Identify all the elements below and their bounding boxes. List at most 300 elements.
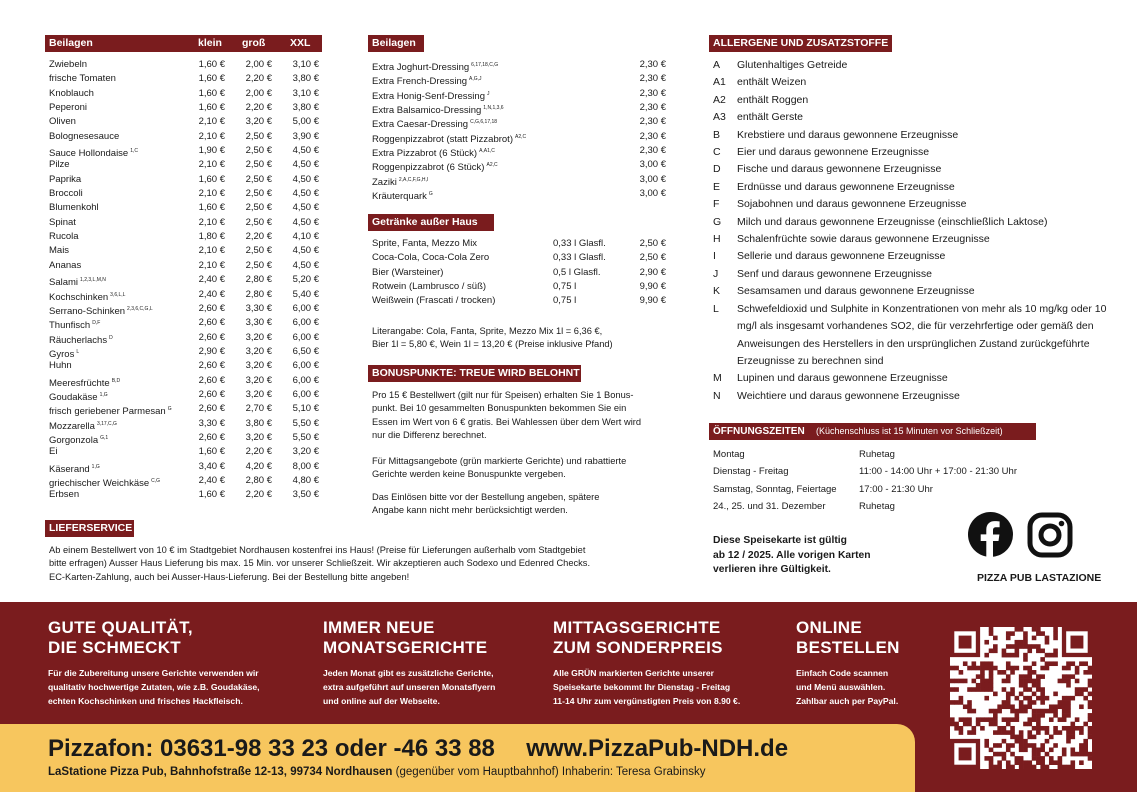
item-name: frische Tomaten (49, 73, 116, 85)
list-item (372, 280, 668, 294)
lieferservice-line: EC-Karten-Zahlung, auch bei Ausser-Haus-Lieferung. Bei der Bestellung bitte angeben! (49, 571, 410, 582)
beilagen-header (45, 35, 322, 52)
allergen-item (713, 283, 1123, 300)
price-gross: 2,00 € (245, 87, 272, 99)
hours-day: Dienstag - Freitag (713, 466, 789, 478)
allergen-codes: 3,6,L,L (110, 291, 126, 298)
allergen-code: A2 (713, 93, 726, 106)
allergen-text: Eier und daraus gewonnene Erzeugnisse (737, 146, 930, 159)
item-name: Räucherlachs $^D$ (49, 334, 113, 346)
list-item (49, 474, 321, 488)
bonus-line: nur die Differenz berechnet. (372, 430, 487, 441)
price-xxl: 4,50 € (292, 259, 319, 271)
drink-name: Sprite, Fanta, Mezzo Mix (372, 238, 478, 249)
price-klein: 2,10 € (198, 159, 225, 171)
allergen-codes: C,G,6,17,18 (470, 119, 498, 126)
allergen-code: M (713, 372, 722, 385)
list-item (372, 115, 668, 129)
drinks-header (368, 214, 494, 231)
item-name: Salami $^{1,2,3,L,M,N}$ (49, 277, 106, 289)
price: 2,30 € (639, 145, 666, 157)
beilagen-title: Beilagen (49, 37, 93, 49)
allergen-text: Schalenfrüchte sowie daraus gewonnene Erzeugnisse (737, 233, 990, 246)
allergen-codes: D (109, 334, 113, 341)
price-xxl: 5,10 € (292, 403, 319, 415)
price-xxl: 6,50 € (292, 345, 319, 357)
list-item (49, 331, 321, 345)
list-item (49, 431, 321, 445)
phone-number[interactable]: Pizzafon: 03631-98 33 23 oder -46 33 88 (48, 735, 495, 762)
price-gross: 2,50 € (245, 145, 272, 157)
price-gross: 2,50 € (245, 130, 272, 142)
hours-time: 17:00 - 21:30 Uhr (859, 483, 933, 495)
price-klein: 1,60 € (198, 102, 225, 114)
hours-row (713, 481, 1053, 498)
allergen-text: Senf und daraus gewonnene Erzeugnisse (737, 267, 932, 280)
price-xxl: 6,00 € (292, 317, 319, 329)
price-gross: 2,20 € (245, 489, 272, 501)
item-name: Gorgonzola $^{G,1}$ (49, 434, 109, 446)
item-name: Mozzarella $^{3,17,C,G}$ (49, 420, 117, 432)
price-klein: 1,60 € (198, 59, 225, 70)
price-gross: 3,20 € (245, 116, 272, 128)
item-name: Extra Balsamico-Dressing $^{1,N,1,3,6}$ (372, 105, 504, 117)
beilagen2-table (372, 58, 668, 201)
price: 9,90 € (639, 281, 666, 293)
price-xxl: 4,50 € (292, 173, 319, 185)
price-gross: 2,50 € (245, 259, 272, 271)
price-gross: 2,80 € (245, 274, 272, 286)
price-xxl: 4,50 € (292, 159, 319, 171)
list-item (372, 72, 668, 86)
price: 3,00 € (639, 173, 666, 185)
allergen-text: Erdnüsse und daraus gewonnene Erzeugnisse (737, 180, 955, 193)
list-item (49, 316, 321, 330)
feature-title-line: IMMER NEUE (323, 618, 435, 637)
feature-text-line: Für die Zubereitung unsere Gerichte verwenden wir (48, 668, 259, 678)
item-name: Extra Honig-Senf-Dressing $^J$ (372, 90, 490, 102)
price-gross: 4,20 € (245, 460, 272, 472)
price-klein: 2,10 € (198, 259, 225, 271)
allergens-list (713, 57, 1123, 405)
list-item (372, 144, 668, 158)
feature-title-line: DIE SCHMECKT (48, 638, 181, 657)
list-item (49, 87, 321, 101)
drink-name: Bier (Warsteiner) (372, 266, 444, 278)
item-name: Zaziki $^{2,A,C,F,G,H,I}$ (372, 176, 429, 188)
feature-text-line: Einfach Code scannen (796, 668, 889, 678)
list-item (49, 173, 321, 187)
lieferservice-header (45, 520, 134, 537)
item-name: Bolognesesauce (49, 130, 120, 142)
item-name: Oliven (49, 116, 76, 128)
allergen-code: L (713, 302, 719, 315)
col-klein: klein (198, 37, 222, 49)
price-gross: 2,50 € (245, 245, 272, 257)
allergen-item (713, 127, 1123, 144)
list-item (49, 72, 321, 86)
allergen-code: B (713, 128, 721, 141)
drink-size: 0,75 l (553, 281, 577, 293)
price-klein: 2,60 € (198, 302, 225, 314)
feature-text (796, 666, 936, 708)
allergen-item (713, 214, 1123, 231)
lieferservice-line: bitte erfragen) Ausser Haus Lieferung bis max. 15 Min. vor unserer Schließzeit. Wir akzeptieren auch Sodexo und Edenred Checks. (49, 558, 591, 569)
feature-text-line: qualitativ hochwertige Zutaten, wie z.B. Goudakäse, (48, 682, 260, 692)
allergen-item (713, 179, 1123, 196)
list-item (49, 158, 321, 172)
qr-code[interactable] (950, 627, 1092, 769)
bonus-line: Für Mittagsangebote (grün markierte Gerichte) und rabattierte (372, 456, 627, 466)
price-xxl: 5,00 € (292, 116, 319, 128)
address-line (48, 766, 706, 778)
bonus-header (368, 365, 581, 382)
feature-text-line: Jeden Monat gibt es zusätzliche Gerichte, (323, 668, 494, 678)
allergen-item (713, 92, 1123, 109)
allergen-code: J (713, 267, 719, 280)
price-klein: 1,90 € (198, 145, 225, 157)
validity-line: ab 12 / 2025. Alle vorigen Karten (713, 549, 871, 561)
bonus-title: BONUSPUNKTE: TREUE WIRD BELOHNT (372, 367, 580, 379)
allergen-codes: 6,17,18,C,G (471, 62, 499, 68)
facebook-icon[interactable] (968, 512, 1013, 557)
price: 9,90 € (639, 295, 666, 307)
beilagen-table (49, 58, 321, 503)
allergen-codes: A,A1,C (479, 148, 495, 155)
list-item (49, 388, 321, 402)
list-item (49, 460, 321, 474)
allergen-codes: L (76, 348, 80, 355)
feature-lunch (553, 618, 783, 708)
list-item (372, 101, 668, 115)
item-name: Roggenpizzabrot (statt Pizzabrot) $^{A2,C}$ (372, 133, 527, 145)
price-gross: 2,20 € (245, 231, 272, 243)
item-name: Huhn (49, 360, 72, 372)
validity-line: verlieren ihre Gültigkeit. (713, 564, 831, 575)
price: 2,50 € (639, 252, 666, 264)
allergen-text: Milch und daraus gewonnene Erzeugnisse (einschließlich Laktose) (737, 215, 1048, 228)
bonus-paragraph-2 (372, 455, 672, 482)
allergen-item (713, 231, 1123, 248)
feature-quality (48, 618, 303, 708)
feature-title-line: MITTAGSGERICHTE (553, 618, 721, 637)
price-klein: 2,10 € (198, 116, 225, 128)
validity-line: Diese Speisekarte ist gültig (713, 535, 847, 546)
liter-note (372, 325, 672, 352)
list-item (49, 201, 321, 215)
item-name: Erbsen (49, 489, 80, 501)
hours-row (713, 463, 1053, 480)
feature-text (323, 666, 538, 708)
list-item (372, 237, 668, 251)
allergen-codes: 2,3,6,C,G,L (127, 305, 153, 312)
price-gross: 2,50 € (245, 188, 272, 200)
price-gross: 2,50 € (245, 216, 272, 228)
price-gross: 2,80 € (245, 288, 272, 300)
feature-text-line: Alle GRÜN markierten Gerichte unserer (553, 668, 714, 678)
drink-size: 0,75 l (553, 295, 577, 307)
list-item (49, 58, 321, 72)
item-name: Extra Caesar-Dressing $^{C,G,6,17,18}$ (372, 119, 498, 131)
item-name: Roggenpizzabrot (6 Stück) $^{A2,C}$ (372, 162, 498, 174)
price-xxl: 3,80 € (292, 73, 319, 85)
price-klein: 1,60 € (198, 73, 225, 85)
address-main: LaStatione Pizza Pub, Bahnhofstraße 12-13, 99734 Nordhausen (48, 766, 393, 778)
allergen-codes: A,G,J (469, 76, 482, 83)
price-klein: 1,60 € (198, 446, 225, 458)
feature-title-line: GUTE QUALITÄT, (48, 618, 193, 637)
allergen-codes: 1,2,3,L,M,N (80, 277, 106, 284)
list-item (49, 402, 321, 416)
price-xxl: 3,50 € (292, 489, 319, 501)
price-gross: 3,20 € (245, 331, 272, 343)
item-name: Sauce Hollondaise $^{1,C}$ (49, 148, 139, 160)
hours-time: Ruhetag (859, 500, 895, 512)
feature-text (553, 666, 783, 708)
price-xxl: 4,10 € (292, 231, 319, 243)
bonus-line: Essen im Wert von 6 € gratis. Bei Wahlessen über dem Wert wird (372, 416, 642, 427)
item-name: Meeresfrüchte $^{B,D}$ (49, 377, 121, 389)
price-klein: 2,40 € (198, 274, 225, 286)
hours-day: Montag (713, 449, 745, 460)
feature-title (796, 618, 936, 658)
bonus-paragraph-3 (372, 491, 672, 518)
list-item (372, 158, 668, 172)
price-gross: 2,70 € (245, 403, 272, 415)
price-klein: 2,40 € (198, 474, 225, 486)
item-name: Kräuterquark $^G$ (372, 191, 433, 203)
allergen-text: Sellerie und daraus gewonnene Erzeugnisse (737, 250, 946, 263)
allergen-item (713, 266, 1123, 283)
bonus-line: Das Einlösen bitte vor der Bestellung angeben, spätere (372, 492, 600, 502)
price-xxl: 6,00 € (292, 331, 319, 343)
list-item (49, 488, 321, 502)
price-klein: 3,40 € (198, 460, 225, 472)
price-gross: 2,50 € (245, 159, 272, 171)
allergen-text: Weichtiere und daraus gewonnene Erzeugnisse (737, 389, 960, 402)
price-xxl: 5,20 € (292, 274, 319, 286)
allergen-text: enthält Roggen (737, 93, 809, 106)
allergen-item (713, 370, 1123, 387)
list-item (372, 173, 668, 187)
item-name: Extra French-Dressing $^{A,G,J}$ (372, 76, 482, 88)
allergen-text: Sesamsamen und daraus gewonnene Erzeugnisse (737, 285, 975, 298)
drinks-title: Getränke außer Haus (372, 216, 478, 228)
bonus-line: Gerichte werden keine Bonuspunkte vergeben. (372, 469, 566, 480)
item-name: Pilze (49, 159, 70, 171)
lieferservice-title: LIEFERSERVICE (49, 522, 133, 534)
price-klein: 2,40 € (198, 288, 225, 300)
allergen-codes: G (167, 406, 172, 413)
feature-text-line: Zahlbar auch per PayPal. (796, 696, 899, 706)
price-xxl: 4,50 € (292, 188, 319, 200)
item-name: Käserand $^{1,G}$ (49, 463, 100, 475)
hours-time: 11:00 - 14:00 Uhr + 17:00 - 21:30 Uhr (859, 466, 1017, 478)
item-name: griechischer Weichkäse $^{C,G}$ (49, 477, 161, 489)
allergen-codes: C,G (151, 477, 161, 484)
price-xxl: 6,00 € (292, 388, 319, 400)
price-klein: 1,60 € (198, 87, 225, 99)
allergen-codes: G,1 (100, 434, 109, 441)
price-klein: 1,60 € (198, 173, 225, 185)
bonus-paragraph-1 (372, 389, 672, 443)
price-xxl: 3,20 € (292, 446, 319, 458)
price-klein: 2,60 € (198, 360, 225, 372)
drink-name: Coca-Cola, Coca-Cola Zero (372, 252, 490, 264)
price-xxl: 5,50 € (292, 431, 319, 443)
allergen-item (713, 248, 1123, 265)
price-xxl: 5,40 € (292, 288, 319, 300)
item-name: Broccoli (49, 188, 83, 200)
allergen-code: I (713, 250, 716, 263)
list-item (49, 445, 321, 459)
price-klein: 2,10 € (198, 188, 225, 200)
list-item (372, 87, 668, 101)
allergen-code: E (713, 180, 721, 193)
allergen-codes: A2,C (514, 133, 527, 140)
item-name: Knoblauch (49, 87, 94, 99)
allergen-codes: 2,A,C,F,G,H,I (398, 176, 429, 183)
price-klein: 2,60 € (198, 331, 225, 343)
price-klein: 2,90 € (198, 345, 225, 357)
drink-size: 0,33 l Glasfl. (553, 238, 606, 249)
feature-title-line: MONATSGERICHTE (323, 638, 488, 657)
item-name: Zwiebeln (49, 59, 88, 70)
feature-title-line: BESTELLEN (796, 638, 900, 657)
list-item (49, 273, 321, 287)
item-name: Gyros $^L$ (49, 348, 80, 360)
feature-text-line: Speisekarte bekommt Ihr Dienstag - Freitag (553, 682, 731, 692)
col-xxl: XXL (290, 37, 311, 49)
beilagen2-header (368, 35, 424, 52)
hours-title: ÖFFNUNGSZEITEN (713, 426, 805, 437)
price-xxl: 5,50 € (292, 417, 319, 429)
allergen-item (713, 57, 1123, 74)
liter-note-1: Literangabe: Cola, Fanta, Sprite, Mezzo Mix 1l = 6,36 €, (372, 326, 603, 336)
price-gross: 3,20 € (245, 360, 272, 372)
feature-title-line: ONLINE (796, 618, 863, 637)
price-klein: 2,10 € (198, 130, 225, 142)
instagram-icon[interactable] (1027, 512, 1073, 558)
allergens-title: ALLERGENE UND ZUSATZSTOFFE (713, 37, 889, 49)
price: 3,00 € (639, 188, 666, 200)
allergen-item (713, 388, 1123, 405)
bonus-line: punkt. Bei 10 gesammelten Bonuspunkten bekommen Sie ein (372, 403, 627, 414)
list-item (49, 259, 321, 273)
feature-title (48, 618, 303, 658)
allergen-code: A1 (713, 76, 726, 89)
allergen-codes: A2,C (486, 162, 498, 169)
drinks-table (372, 237, 668, 309)
hours-subtitle: (Küchenschluss ist 15 Minuten vor Schließzeit) (816, 426, 1003, 436)
beilagen2-title: Beilagen (372, 37, 416, 49)
item-name: Thunfisch $^{D,F}$ (49, 320, 101, 332)
price: 2,30 € (639, 87, 666, 99)
phone-line (48, 735, 788, 763)
allergen-codes: G (428, 191, 433, 198)
hours-table (713, 446, 1053, 515)
price: 2,90 € (639, 266, 666, 278)
price-xxl: 4,50 € (292, 245, 319, 257)
price-gross: 2,80 € (245, 474, 272, 486)
price: 2,30 € (639, 102, 666, 114)
allergen-item (713, 109, 1123, 126)
hours-day: Samstag, Sonntag, Feiertage (713, 483, 837, 495)
allergen-code: H (713, 233, 721, 246)
allergen-item (713, 196, 1123, 213)
price-gross: 2,50 € (245, 173, 272, 185)
feature-text-line: und online auf der Webseite. (323, 696, 440, 706)
validity-note (713, 534, 923, 578)
price-gross: 2,20 € (245, 102, 272, 114)
allergen-text: Glutenhaltiges Getreide (737, 59, 848, 71)
item-name: Extra Joghurt-Dressing $^{6,17,18,C,G}$ (372, 62, 499, 73)
allergen-code: G (713, 215, 722, 228)
allergen-item (713, 144, 1123, 161)
allergen-code: F (713, 198, 720, 211)
feature-text-line: und Menü auswählen. (796, 682, 886, 692)
list-item (372, 58, 668, 72)
list-item (49, 187, 321, 201)
allergen-item (713, 74, 1123, 91)
allergen-code: A (713, 59, 721, 71)
lieferservice-line: Ab einem Bestellwert von 10 € im Stadtgebiet Nordhausen kostenfrei ins Haus! (Preise für Lieferungen außerhalb vom Stadtgebiet (49, 545, 586, 555)
list-item (49, 345, 321, 359)
feature-title-line: ZUM SONDERPREIS (553, 638, 723, 657)
allergen-code: D (713, 163, 721, 176)
allergen-code: C (713, 146, 721, 159)
list-item (49, 101, 321, 115)
price-klein: 1,60 € (198, 202, 225, 214)
list-item (49, 359, 321, 373)
price-gross: 3,30 € (245, 317, 272, 329)
item-name: Blumenkohl (49, 202, 99, 214)
website-link[interactable]: www.PizzaPub-NDH.de (526, 735, 789, 762)
price-xxl: 4,50 € (292, 202, 319, 214)
list-item (49, 230, 321, 244)
price-gross: 3,80 € (245, 417, 272, 429)
hours-day: 24., 25. und 31. Dezember (713, 500, 826, 512)
list-item (49, 302, 321, 316)
hours-row (713, 446, 1053, 463)
item-name: Paprika (49, 173, 82, 185)
price: 2,30 € (639, 130, 666, 142)
allergens-header (709, 35, 892, 52)
list-item (49, 417, 321, 431)
item-name: Rucola (49, 231, 79, 243)
allergen-text: enthält Weizen (737, 76, 807, 89)
drink-name: Rotwein (Lambrusco / süß) (372, 281, 487, 293)
list-item (49, 244, 321, 258)
drink-size: 0,33 l Glasfl. (553, 252, 606, 264)
list-item (372, 251, 668, 265)
price-xxl: 3,90 € (292, 130, 319, 142)
list-item (372, 130, 668, 144)
price-klein: 2,10 € (198, 245, 225, 257)
price-xxl: 4,80 € (292, 474, 319, 486)
price-xxl: 8,00 € (292, 460, 319, 472)
col-gross: groß (242, 37, 266, 49)
price-klein: 2,60 € (198, 388, 225, 400)
allergen-codes: 3,17,C,G (96, 420, 117, 427)
feature-text-line: 11-14 Uhr zum vergünstigten Preis von 8.90 €. (553, 696, 741, 706)
price-xxl: 6,00 € (292, 374, 319, 386)
price-klein: 1,60 € (198, 489, 225, 501)
price-gross: 3,20 € (245, 388, 272, 400)
price-xxl: 3,80 € (292, 102, 319, 114)
allergen-text: Lupinen und daraus gewonnene Erzeugnisse (737, 372, 948, 385)
price-xxl: 6,00 € (292, 302, 319, 314)
